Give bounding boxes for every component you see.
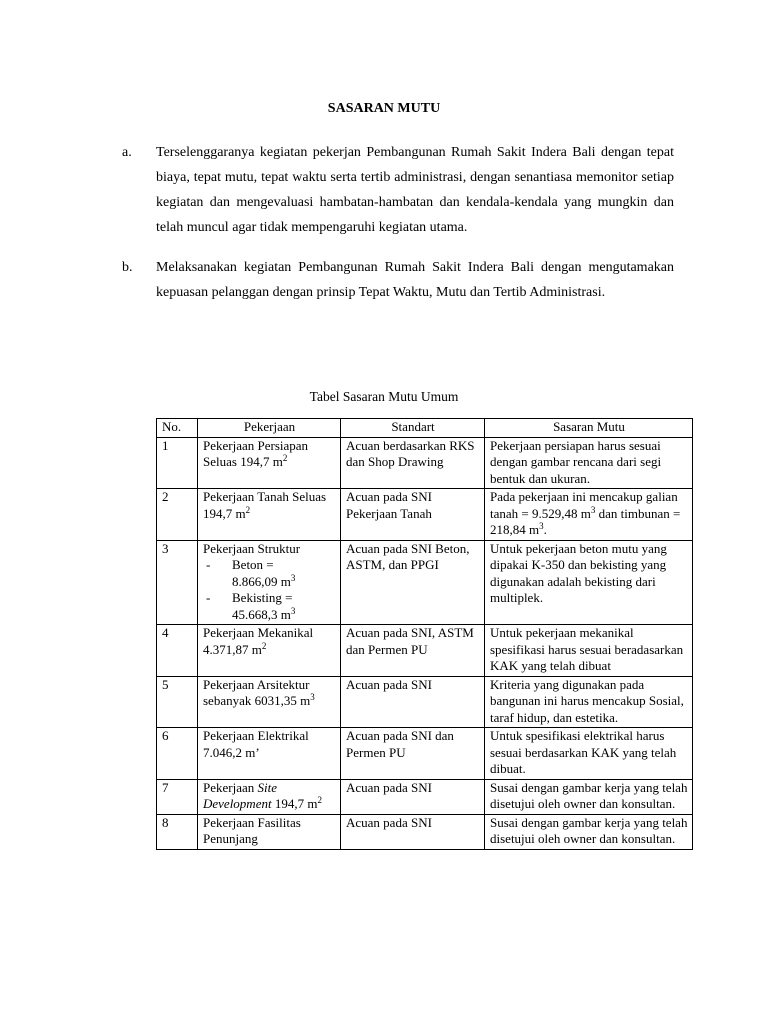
pekerjaan-text: Pekerjaan Tanah Seluas 194,7 m bbox=[203, 489, 327, 521]
superscript: 3 bbox=[290, 605, 296, 616]
list-marker: b. bbox=[122, 260, 133, 275]
table-row bbox=[157, 625, 693, 677]
pekerjaan-text: Pekerjaan Persiapan Seluas 194,7 m bbox=[203, 437, 309, 469]
dash-bullet: - bbox=[206, 590, 211, 605]
header-pekerjaan: Pekerjaan bbox=[198, 419, 341, 438]
sub-item-bekisting bbox=[203, 590, 336, 607]
cell-standart: Acuan pada SNI dan Permen PU bbox=[341, 728, 485, 780]
sasaran-text: dan timbunan = 218,84 m bbox=[490, 505, 681, 537]
cell-standart: Acuan berdasarkan RKS dan Shop Drawing bbox=[341, 437, 485, 489]
cell-no: 2 bbox=[157, 489, 198, 541]
list-marker: a. bbox=[122, 145, 132, 160]
list-item-text: Terselenggaranya kegiatan pekerjan Pembangunan Rumah Sakit Indera Bali dengan tepat biaya, tepat mutu, tepat waktu serta tertib administrasi, dengan senantiasa memonitor setiap kegiatan dan mengevaluasi hambatan-hambatan dan kendala-kendala yang mungkin dan telah muncul agar tidak mempengaruhi kegiatan utama. bbox=[156, 145, 674, 235]
table-row bbox=[157, 814, 693, 849]
table-header-row bbox=[157, 419, 693, 438]
superscript: 3 bbox=[590, 504, 596, 515]
cell-sasaran: Susai dengan gambar kerja yang telah disetujui oleh owner dan konsultan. bbox=[485, 779, 693, 814]
cell-standart: Acuan pada SNI bbox=[341, 779, 485, 814]
cell-pekerjaan bbox=[198, 489, 341, 541]
list-item-b bbox=[122, 255, 674, 305]
table-row bbox=[157, 779, 693, 814]
table-row bbox=[157, 676, 693, 728]
pekerjaan-text: Pekerjaan Mekanikal 4.371,87 m bbox=[203, 625, 314, 657]
cell-standart: Acuan pada SNI bbox=[341, 676, 485, 728]
list-item-text: Melaksanakan kegiatan Pembangunan Rumah Sakit Indera Bali dengan mengutamakan kepuasan pelanggan dengan prinsip Tepat Waktu, Mutu dan Tertib Administrasi. bbox=[156, 260, 674, 300]
table-row bbox=[157, 540, 693, 625]
table-row bbox=[157, 437, 693, 489]
cell-pekerjaan bbox=[198, 625, 341, 677]
sub-item-label: Beton = bbox=[232, 557, 274, 572]
header-standart: Standart bbox=[341, 419, 485, 438]
header-no: No. bbox=[157, 419, 198, 438]
superscript: 3 bbox=[539, 521, 544, 531]
header-sasaran-mutu: Sasaran Mutu bbox=[485, 419, 693, 438]
sub-item-value-text: 8.866,09 m bbox=[232, 573, 291, 589]
cell-no: 7 bbox=[157, 779, 198, 814]
superscript: 2 bbox=[282, 453, 288, 463]
sub-item-label: Bekisting = bbox=[232, 590, 293, 605]
superscript: 2 bbox=[245, 504, 251, 515]
pekerjaan-text: Pekerjaan bbox=[203, 779, 258, 795]
cell-pekerjaan: Pekerjaan Fasilitas Penunjang bbox=[198, 814, 341, 849]
superscript: 3 bbox=[310, 692, 315, 702]
cell-pekerjaan bbox=[198, 540, 341, 625]
cell-sasaran: Susai dengan gambar kerja yang telah disetujui oleh owner dan konsultan. bbox=[485, 814, 693, 849]
cell-standart: Acuan pada SNI Beton, ASTM, dan PPGI bbox=[341, 540, 485, 625]
table-row bbox=[157, 489, 693, 541]
superscript: 3 bbox=[290, 572, 296, 583]
sub-item-value bbox=[203, 607, 336, 624]
page-title: SASARAN MUTU bbox=[327, 101, 441, 116]
cell-sasaran bbox=[485, 489, 693, 541]
cell-sasaran: Untuk pekerjaan mekanikal spesifikasi harus sesuai beradasarkan KAK yang telah dibuat bbox=[485, 625, 693, 677]
sasaran-text: Pada pekerjaan ini mencakup galian tanah = 9.529,48 m bbox=[490, 489, 678, 521]
table-caption: Tabel Sasaran Mutu Umum bbox=[309, 389, 459, 404]
pekerjaan-italic: Site Development bbox=[203, 779, 278, 811]
sasaran-text: . bbox=[543, 522, 547, 537]
superscript: 2 bbox=[317, 795, 322, 805]
cell-sasaran: Kriteria yang digunakan pada bangunan ini harus mencakup Sosial, taraf hidup, dan estetika. bbox=[485, 676, 693, 728]
sub-item-value-text: 45.668,3 m bbox=[232, 606, 291, 622]
table-row bbox=[157, 728, 693, 780]
superscript: 2 bbox=[261, 640, 267, 651]
cell-no: 3 bbox=[157, 540, 198, 625]
cell-no: 4 bbox=[157, 625, 198, 677]
sub-item-value bbox=[203, 574, 336, 591]
cell-no: 1 bbox=[157, 437, 198, 489]
dash-bullet: - bbox=[206, 557, 211, 572]
cell-pekerjaan: Pekerjaan Elektrikal 7.046,2 m’ bbox=[198, 728, 341, 780]
cell-standart: Acuan pada SNI bbox=[341, 814, 485, 849]
sub-item-beton bbox=[203, 557, 336, 574]
pekerjaan-text: Pekerjaan Arsitektur sebanyak 6031,35 m bbox=[203, 676, 311, 708]
cell-sasaran: Untuk pekerjaan beton mutu yang dipakai K-350 dan bekisting yang digunakan adalah bekisting dari multiplek. bbox=[485, 540, 693, 625]
list-item-a bbox=[122, 140, 674, 240]
cell-standart: Acuan pada SNI Pekerjaan Tanah bbox=[341, 489, 485, 541]
cell-pekerjaan bbox=[198, 779, 341, 814]
cell-standart: Acuan pada SNI, ASTM dan Permen PU bbox=[341, 625, 485, 677]
cell-sasaran: Pekerjaan persiapan harus sesuai dengan gambar rencana dari segi bentuk dan ukuran. bbox=[485, 437, 693, 489]
cell-no: 5 bbox=[157, 676, 198, 728]
cell-sasaran: Untuk spesifikasi elektrikal harus sesuai berdasarkan KAK yang telah dibuat. bbox=[485, 728, 693, 780]
sasaran-mutu-table bbox=[156, 418, 693, 850]
cell-pekerjaan bbox=[198, 437, 341, 489]
pekerjaan-title: Pekerjaan Struktur bbox=[203, 540, 301, 556]
cell-no: 8 bbox=[157, 814, 198, 849]
cell-pekerjaan bbox=[198, 676, 341, 728]
pekerjaan-text: 194,7 m bbox=[271, 796, 318, 811]
cell-no: 6 bbox=[157, 728, 198, 780]
